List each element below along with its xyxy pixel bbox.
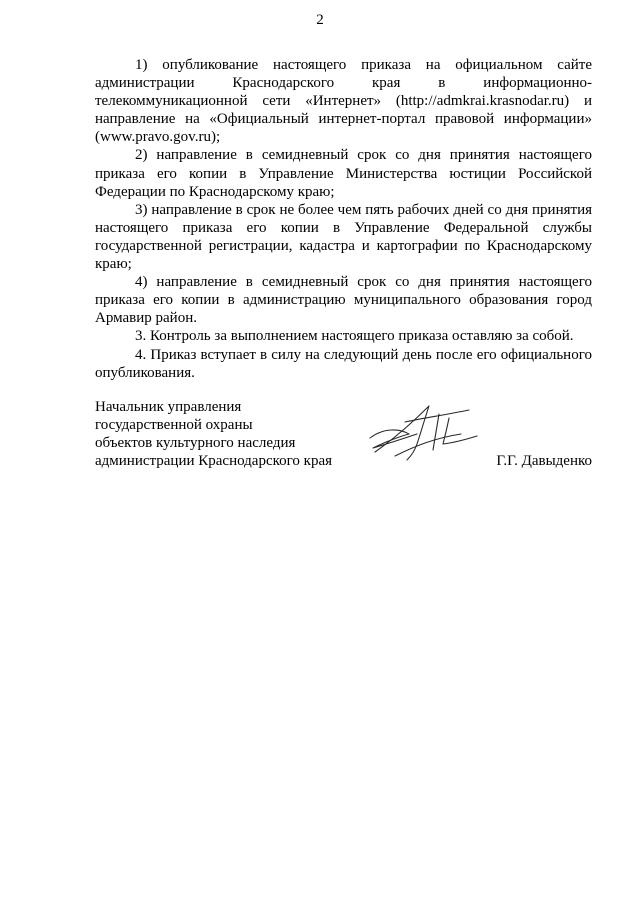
paragraph-justice-ministry: 2) направление в семидневный срок со дня принятия настоящего приказа его копии в Управление Министерства юстиции Российской Федерации по Краснодарскому краю; xyxy=(95,147,592,200)
position-line: государственной охраны xyxy=(95,417,253,434)
signatory-position xyxy=(95,398,395,470)
paragraph-control: 3. Контроль за выполнением настоящего приказа оставляю за собой. xyxy=(135,328,574,345)
page-number: 2 xyxy=(316,12,324,28)
paragraph-publication: 1) опубликование настоящего приказа на официальном сайте администрации Краснодарского края в информационно-телекоммуникационной сети «Интернет» (http://admkrai.krasnodar.ru) и направление на «Официальный интернет-портал правовой информации» (www.pravo.gov.ru); xyxy=(95,57,592,146)
paragraph-armavir: 4) направление в семидневный срок со дня принятия настоящего приказа его копии в администрацию муниципального образования город Армавир район. xyxy=(95,274,592,327)
handwritten-signature xyxy=(365,398,490,466)
position-line: объектов культурного наследия xyxy=(95,435,296,452)
position-line: Начальник управления xyxy=(95,399,242,415)
paragraph-effective-date: 4. Приказ вступает в силу на следующий день после его официального опубликования. xyxy=(95,346,592,381)
signer-name: Г.Г. Давыденко xyxy=(496,453,592,469)
paragraph-rosreestr: 3) направление в срок не более чем пять рабочих дней со дня принятия настоящего приказа его копии в Управление Федеральной службы государственной регистрации, кадастра и картографии по Краснодарскому краю; xyxy=(95,201,592,273)
position-line: администрации Краснодарского края xyxy=(95,453,333,470)
document-body xyxy=(95,56,592,382)
